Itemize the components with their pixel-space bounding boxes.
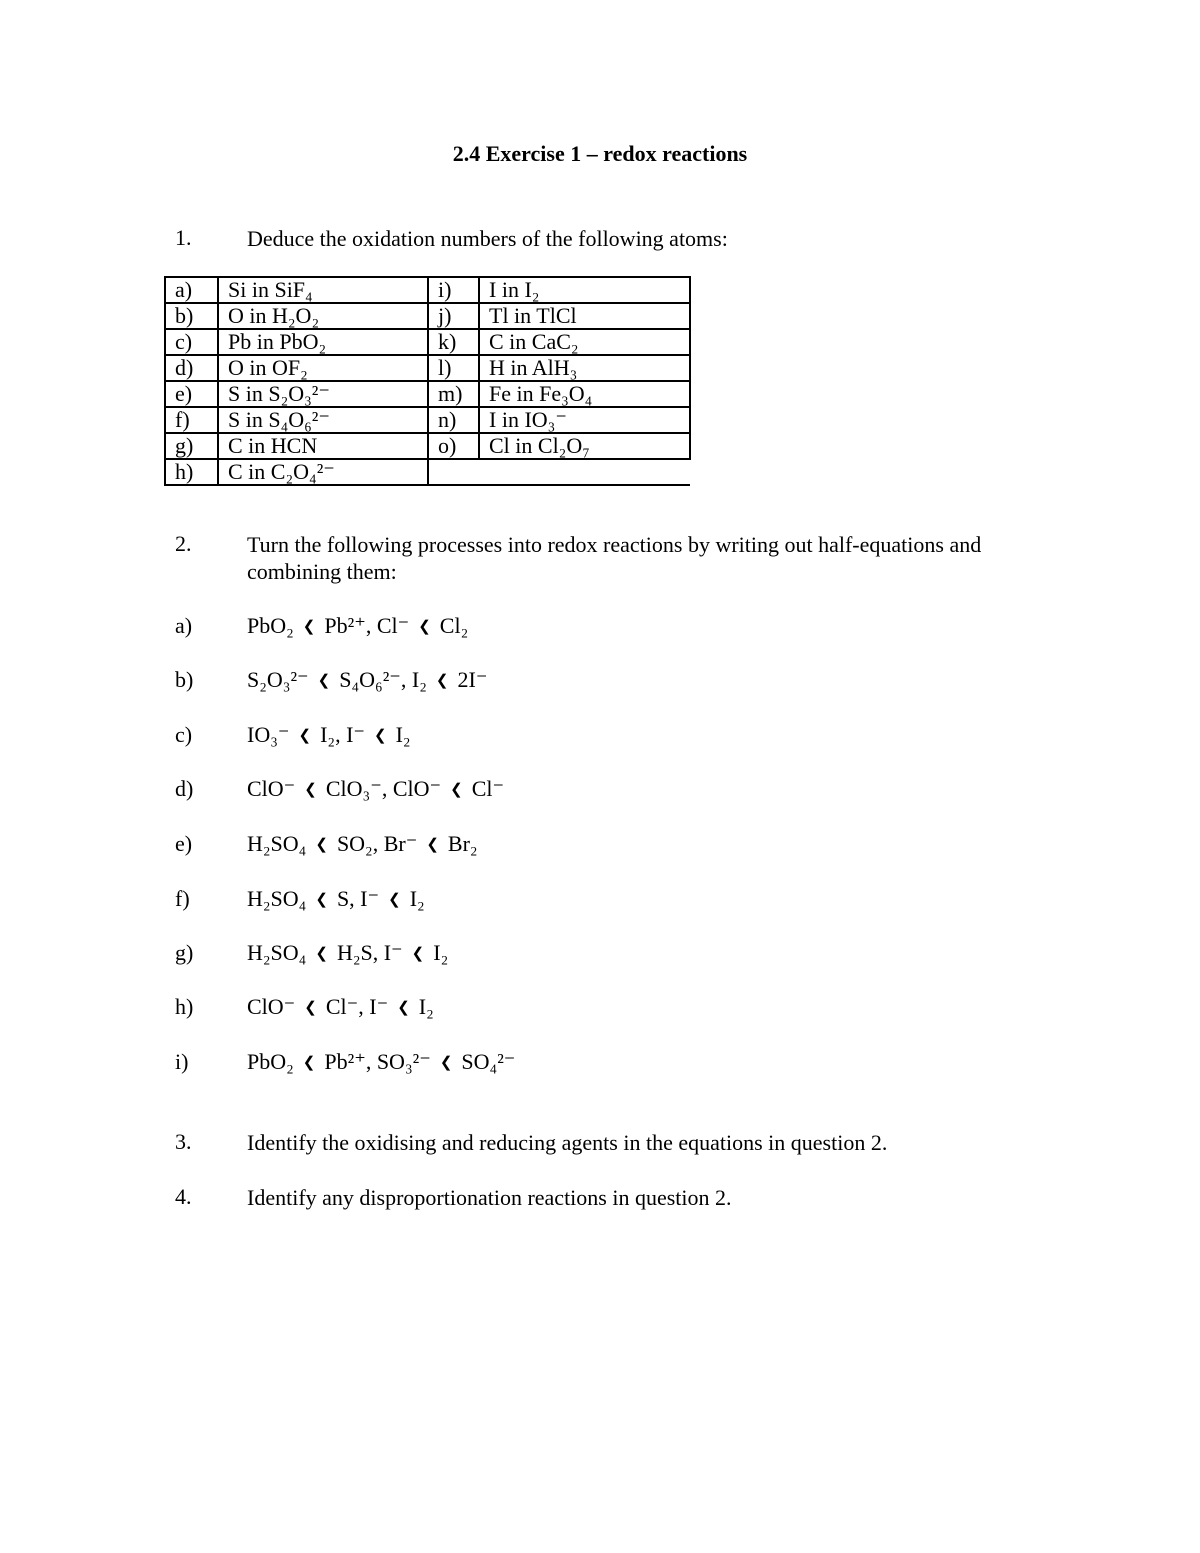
question-number: 2. [175, 531, 192, 556]
table-row [165, 459, 690, 485]
item-species: Si in SiF₄ [218, 277, 428, 303]
item-label: d) [165, 355, 218, 381]
item-species: C in HCN [218, 433, 428, 459]
arrow-icon: ❮ [450, 782, 463, 798]
question-text: Identify the oxidising and reducing agents in the equations in question 2. [247, 1130, 888, 1155]
item-species: Cl in Cl₂O₇ [479, 433, 690, 459]
item-label: h) [165, 459, 218, 485]
item-species: Tl in TlCl [479, 303, 690, 329]
arrow-icon: ❮ [426, 837, 439, 853]
item-label: j) [428, 303, 479, 329]
table-row [165, 355, 690, 381]
arrow-icon: ❮ [315, 946, 328, 962]
reaction-label: f) [175, 886, 190, 911]
item-species: C in CaC₂ [479, 329, 690, 355]
reaction-part: IO₃⁻ [247, 722, 290, 747]
table-row [165, 381, 690, 407]
item-species: I in I₂ [479, 277, 690, 303]
item-label: m) [428, 381, 479, 407]
table-row [165, 329, 690, 355]
reaction-equation [247, 994, 434, 1020]
item-species: O in OF₂ [218, 355, 428, 381]
reaction-part: PbO₂ [247, 1049, 294, 1074]
reaction-part: H₂S, I⁻ [336, 940, 403, 965]
reaction-part: I₂ [395, 722, 411, 747]
reaction-part: Br₂ [447, 831, 478, 856]
question-text: Deduce the oxidation numbers of the following atoms: [247, 226, 728, 251]
reaction-part: H₂SO₄ [247, 831, 307, 856]
reaction-label: c) [175, 722, 193, 747]
arrow-icon: ❮ [374, 728, 387, 744]
reaction-label: h) [175, 994, 194, 1019]
reaction-part: Cl₂ [439, 613, 469, 638]
item-species: Fe in Fe₃O₄ [479, 381, 690, 407]
item-label: e) [165, 381, 218, 407]
reaction-label: e) [175, 831, 193, 856]
item-label: a) [165, 277, 218, 303]
item-species: O in H₂O₂ [218, 303, 428, 329]
reaction-part: ClO₃⁻, ClO⁻ [325, 776, 442, 801]
arrow-icon: ❮ [397, 1000, 410, 1016]
page-title: 2.4 Exercise 1 – redox reactions [452, 141, 748, 166]
item-label: k) [428, 329, 479, 355]
arrow-icon: ❮ [388, 892, 401, 908]
reaction-part: SO₄²⁻ [461, 1049, 516, 1074]
item-species: C in C₂O₄²⁻ [218, 459, 428, 485]
item-species: S in S₄O₆²⁻ [218, 407, 428, 433]
reaction-equation [247, 613, 468, 639]
table-row [165, 277, 690, 303]
reaction-part: S, I⁻ [336, 886, 380, 911]
question-text: Turn the following processes into redox reactions by writing out half-equations and combining them: [247, 532, 982, 584]
reaction-part: Pb²⁺, SO₃²⁻ [324, 1049, 431, 1074]
reaction-part: I₂ [409, 886, 425, 911]
arrow-icon: ❮ [418, 619, 431, 635]
reaction-equation [247, 667, 487, 693]
arrow-icon: ❮ [315, 892, 328, 908]
reaction-part: Pb²⁺, Cl⁻ [324, 613, 410, 638]
question-text: Identify any disproportionation reactions in question 2. [247, 1185, 732, 1210]
item-label: o) [428, 433, 479, 459]
item-label: f) [165, 407, 218, 433]
question-number: 3. [175, 1129, 192, 1154]
oxidation-number-table [164, 276, 691, 486]
reaction-part: I₂ [433, 940, 449, 965]
reaction-part: SO₂, Br⁻ [336, 831, 418, 856]
table-row [165, 433, 690, 459]
item-label: i) [428, 277, 479, 303]
arrow-icon: ❮ [298, 728, 312, 744]
reaction-equation [247, 831, 478, 857]
question-number: 1. [175, 225, 192, 250]
empty-cell [428, 459, 690, 485]
arrow-icon: ❮ [302, 619, 316, 635]
reaction-part: I₂, I⁻ [320, 722, 366, 747]
reaction-equation [247, 776, 504, 802]
reaction-part: 2I⁻ [457, 667, 488, 692]
reaction-equation [247, 886, 425, 912]
item-label: g) [165, 433, 218, 459]
arrow-icon: ❮ [439, 1055, 453, 1071]
arrow-icon: ❮ [304, 1000, 317, 1016]
reaction-equation [247, 940, 448, 966]
reaction-equation [247, 722, 411, 748]
item-label: l) [428, 355, 479, 381]
reaction-part: Cl⁻, I⁻ [325, 994, 389, 1019]
reaction-part: I₂ [418, 994, 434, 1019]
reaction-label: d) [175, 776, 194, 801]
item-species: S in S₂O₃²⁻ [218, 381, 428, 407]
reaction-part: PbO₂ [247, 613, 294, 638]
item-label: c) [165, 329, 218, 355]
reaction-part: S₄O₆²⁻, I₂ [339, 667, 427, 692]
arrow-icon: ❮ [411, 946, 425, 962]
table-row [165, 407, 690, 433]
question-number: 4. [175, 1184, 192, 1209]
item-species: Pb in PbO₂ [218, 329, 428, 355]
reaction-part: ClO⁻ [247, 994, 296, 1019]
reaction-part: H₂SO₄ [247, 886, 307, 911]
arrow-icon: ❮ [302, 1055, 316, 1071]
item-label: n) [428, 407, 479, 433]
item-label: b) [165, 303, 218, 329]
reaction-label: i) [175, 1049, 189, 1074]
reaction-part: H₂SO₄ [247, 940, 307, 965]
reaction-label: a) [175, 613, 193, 638]
reaction-part: S₂O₃²⁻ [247, 667, 309, 692]
arrow-icon: ❮ [315, 837, 328, 853]
reaction-part: Cl⁻ [471, 776, 505, 801]
arrow-icon: ❮ [304, 782, 317, 798]
arrow-icon: ❮ [317, 673, 331, 689]
reaction-label: g) [175, 940, 194, 965]
item-species: H in AlH₃ [479, 355, 690, 381]
reaction-label: b) [175, 667, 194, 692]
arrow-icon: ❮ [435, 673, 449, 689]
reaction-part: ClO⁻ [247, 776, 296, 801]
reaction-equation [247, 1049, 515, 1075]
table-row [165, 303, 690, 329]
item-species: I in IO₃⁻ [479, 407, 690, 433]
